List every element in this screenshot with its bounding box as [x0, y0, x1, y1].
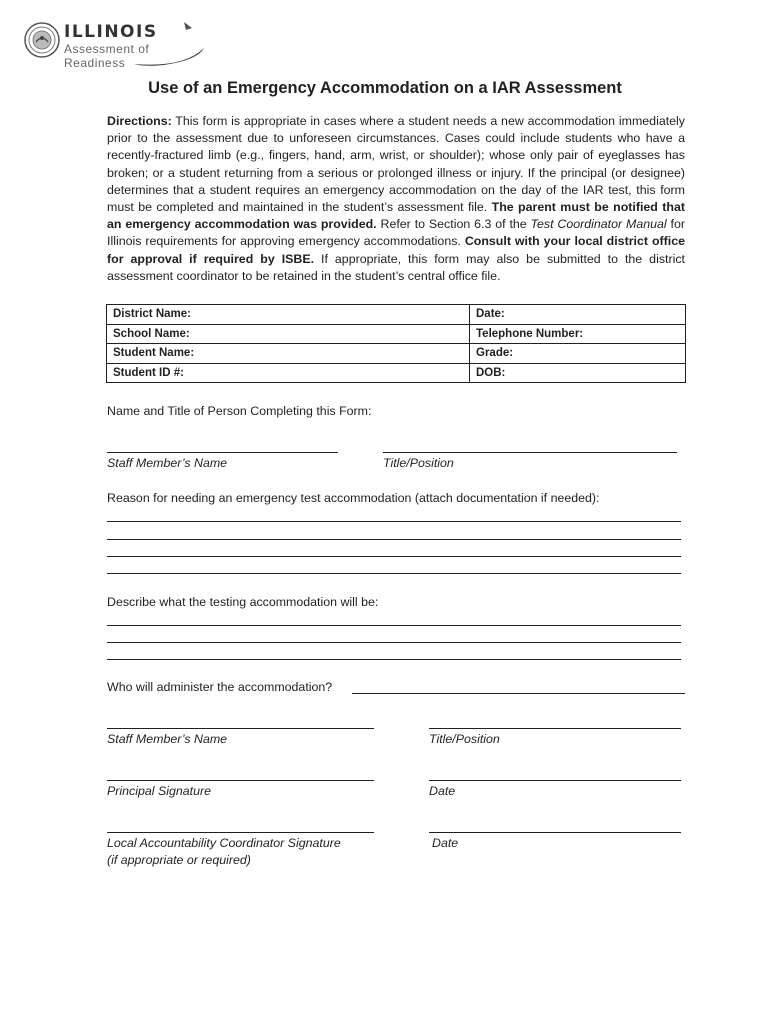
date-field[interactable]: Date:: [470, 305, 686, 325]
principal-date-line[interactable]: [429, 780, 681, 781]
table-row: [107, 305, 686, 325]
coordinator-signature-note: (if appropriate or required): [107, 853, 251, 867]
completer-title-caption: Title/Position: [383, 456, 454, 470]
describe-label: Describe what the testing accommodation will be:: [107, 595, 379, 609]
administer-label: Who will administer the accommodation?: [107, 680, 333, 694]
table-row: [107, 344, 686, 364]
consult-notice: Consult with your local district office for approval if required by ISBE.: [107, 234, 685, 266]
completer-title-line[interactable]: [383, 452, 677, 453]
manual-reference: Test Coordinator Manual: [530, 217, 667, 232]
student-id-field[interactable]: Student ID #:: [107, 363, 470, 383]
directions-label: Directions:: [107, 114, 172, 128]
grade-field[interactable]: Grade:: [470, 344, 686, 364]
directions-text-3: for Illinois requirements for approving emergency accommodations.: [107, 217, 685, 249]
directions-text-1: This form is appropriate in cases where a student needs a new accommodation immediately prior to the assessment due to unforeseen circumstances. Cases could include students who have a recently-fractured limb (e.g., fingers, hand, arm, wrist, or shoulder); whose only pair of eyeglasses has broken; or a student returning from a serious or prolonged illness or injury. If the principal (or designee) determines that a student requires an emergency accommodation on the day of the IAR test, this form must be completed and maintained in the student’s assessment file.: [107, 114, 685, 215]
reason-line-4[interactable]: [107, 573, 681, 574]
principal-signature-caption: Principal Signature: [107, 784, 212, 798]
principal-signature-line[interactable]: [107, 780, 374, 781]
dob-field[interactable]: DOB:: [470, 363, 686, 383]
coordinator-signature-line[interactable]: [107, 832, 374, 833]
completer-label: Name and Title of Person Completing this Form:: [107, 404, 372, 418]
reason-line-3[interactable]: [107, 556, 681, 557]
reason-line-1[interactable]: [107, 521, 681, 522]
district-name-field[interactable]: District Name:: [107, 305, 470, 325]
directions-text-2: Refer to Section 6.3 of the: [376, 217, 531, 232]
reason-line-2[interactable]: [107, 539, 681, 540]
directions-paragraph: [107, 113, 685, 285]
completer-name-line[interactable]: [107, 452, 338, 453]
parent-notice: The parent must be notified that an emergency accommodation was provided.: [107, 200, 685, 232]
principal-date-caption: Date: [429, 784, 456, 798]
logo-wordmark: ILLINOIS: [64, 22, 158, 42]
describe-line-3[interactable]: [107, 659, 681, 660]
coordinator-date-caption: Date: [432, 836, 459, 850]
coordinator-signature-caption: Local Accountability Coordinator Signature: [107, 836, 341, 850]
state-seal-icon: [24, 22, 60, 58]
illinois-logo: [24, 20, 204, 68]
administer-title-line[interactable]: [429, 728, 681, 729]
form-title: Use of an Emergency Accommodation on a IAR Assessment: [148, 79, 622, 97]
student-name-field[interactable]: Student Name:: [107, 344, 470, 364]
coordinator-date-line[interactable]: [429, 832, 681, 833]
telephone-number-field[interactable]: Telephone Number:: [470, 324, 686, 344]
completer-name-caption: Staff Member’s Name: [107, 456, 228, 470]
reason-label: Reason for needing an emergency test accommodation (attach documentation if needed):: [107, 491, 600, 505]
table-row: [107, 324, 686, 344]
swoosh-icon: [124, 18, 214, 70]
describe-line-1[interactable]: [107, 625, 681, 626]
school-name-field[interactable]: School Name:: [107, 324, 470, 344]
logo-subtitle: Assessment of Readiness: [64, 42, 150, 70]
describe-line-2[interactable]: [107, 642, 681, 643]
administer-line[interactable]: [352, 693, 685, 694]
directions-text-4: If appropriate, this form may also be submitted to the district assessment coordinator to be retained in the student’s central office file.: [107, 251, 685, 283]
administer-name-line[interactable]: [107, 728, 374, 729]
administer-name-caption: Staff Member’s Name: [107, 732, 228, 746]
table-row: [107, 363, 686, 383]
student-info-table: [106, 304, 686, 383]
administer-title-caption: Title/Position: [429, 732, 500, 746]
